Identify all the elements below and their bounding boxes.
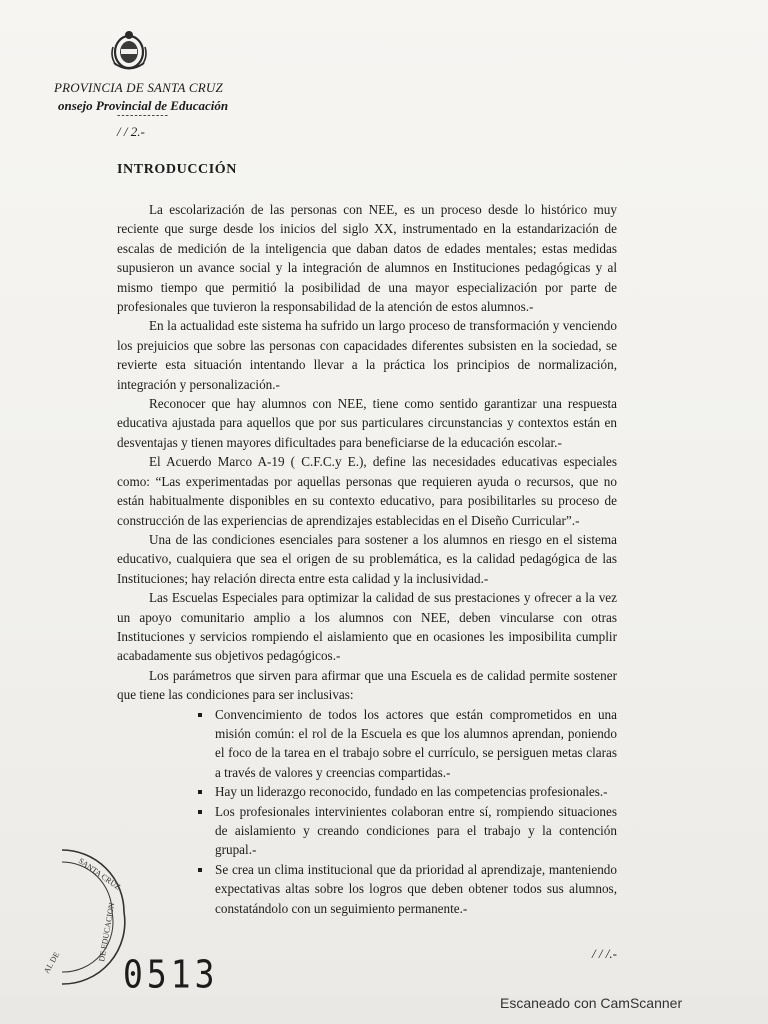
criteria-list [117, 705, 617, 918]
section-title: INTRODUCCIÓN [117, 162, 237, 177]
coat-of-arms-seal [108, 27, 150, 75]
list-item: Hay un liderazgo reconocido, fundado en las competencias profesionales.- [215, 782, 617, 801]
paragraph: Reconocer que hay alumnos con NEE, tiene como sentido garantizar una respuesta educativa ajustada para aquellos que por sus particulares circunstancias y contextos están en desventajas y tienen mayores dificultades para beneficiarse de la educación escolar.- [117, 396, 617, 450]
list-item: Se crea un clima institucional que da prioridad al aprendizaje, manteniendo expectativas altas sobre los logros que deben obtener todos sus alumnos, constatándolo con un seguimiento permanente.- [215, 860, 617, 918]
header-separator: ------------ [117, 110, 169, 121]
document-body [117, 200, 617, 918]
svg-text:SANTA CRUZ: SANTA CRUZ [76, 856, 123, 892]
paragraph: El Acuerdo Marco A-19 ( C.F.C.y E.), define las necesidades educativas especiales como: “Las experimentadas por aquellas personas que requieren ayuda o recursos, que no están habitualmente disponibles en su contexto educativo, para posibilitarles su proceso de construcción de las experiencias de aprendizajes establecidas en el Diseño Curricular”.- [117, 454, 617, 528]
page-marker: / / 2.- [117, 124, 145, 139]
svg-text:AL DE: AL DE [42, 950, 62, 975]
list-item: Convencimiento de todos los actores que están comprometidos en una misión común: el rol de la Escuela es que los alumnos aprendan, poniendo el foco de la tarea en el trabajo sobre el currículo, se persiguen metas claras a través de valores y creencias compartidas.- [215, 705, 617, 783]
paragraph: Una de las condiciones esenciales para sostener a los alumnos en riesgo en el sistema educativo, cualquiera que sea el origen de su problemática, es la calidad pedagógica de las Instituciones; hay relación directa entre esta calidad y la inclusividad.- [117, 531, 617, 586]
paragraph: Las Escuelas Especiales para optimizar la calidad de sus prestaciones y ofrecer a la vez un apoyo comunitario amplio a los alumnos con NEE, deben vincularse con otras Instituciones y servicios rompiendo el aislamiento que en ocasiones les imposibilita cumplir acabadamente sus objetivos pedagógicos.- [117, 590, 617, 664]
paragraph: En la actualidad este sistema ha sufrido un largo proceso de transformación y venciendo los prejuicios que sobre las personas con capacidades diferentes subsisten en la sociedad, se revierte esta situación intentando llevar a la práctica los principios de normalización, integración y personalización.- [117, 318, 617, 392]
page-continuation: / / /.- [592, 946, 617, 961]
council-name: onsejo Provincial de Educación [58, 98, 229, 113]
paragraph: La escolarización de las personas con NEE, es un proceso desde lo histórico muy reciente que surge desde los inicios del siglo XX, instrumentado en la estandarización de escalas de medición de la inteligencia que daban datos de edades mentales; estas medidas supusieron un avance social y la integración de alumnos en Instituciones pedagógicas y al mismo tiempo que permitió la posibilidad de una mayor especialización por parte de profesionales que tuvieron la responsabilidad de la atención de estos alumnos.- [117, 202, 617, 315]
list-item: Los profesionales intervinientes colaboran entre sí, rompiendo situaciones de aislamiento y creando condiciones para el trabajo y la contención grupal.- [215, 802, 617, 860]
province-name: PROVINCIA DE SANTA CRUZ [54, 80, 223, 95]
stamp-number: 0513 [123, 952, 219, 996]
scanner-watermark: Escaneado con CamScanner [500, 995, 683, 1011]
svg-text:DE EDUCACION: DE EDUCACION [97, 901, 117, 963]
official-stamp [42, 842, 132, 992]
paragraph: Los parámetros que sirven para afirmar que una Escuela es de calidad permite sostener que tiene las condiciones para ser inclusivas: [117, 667, 617, 703]
